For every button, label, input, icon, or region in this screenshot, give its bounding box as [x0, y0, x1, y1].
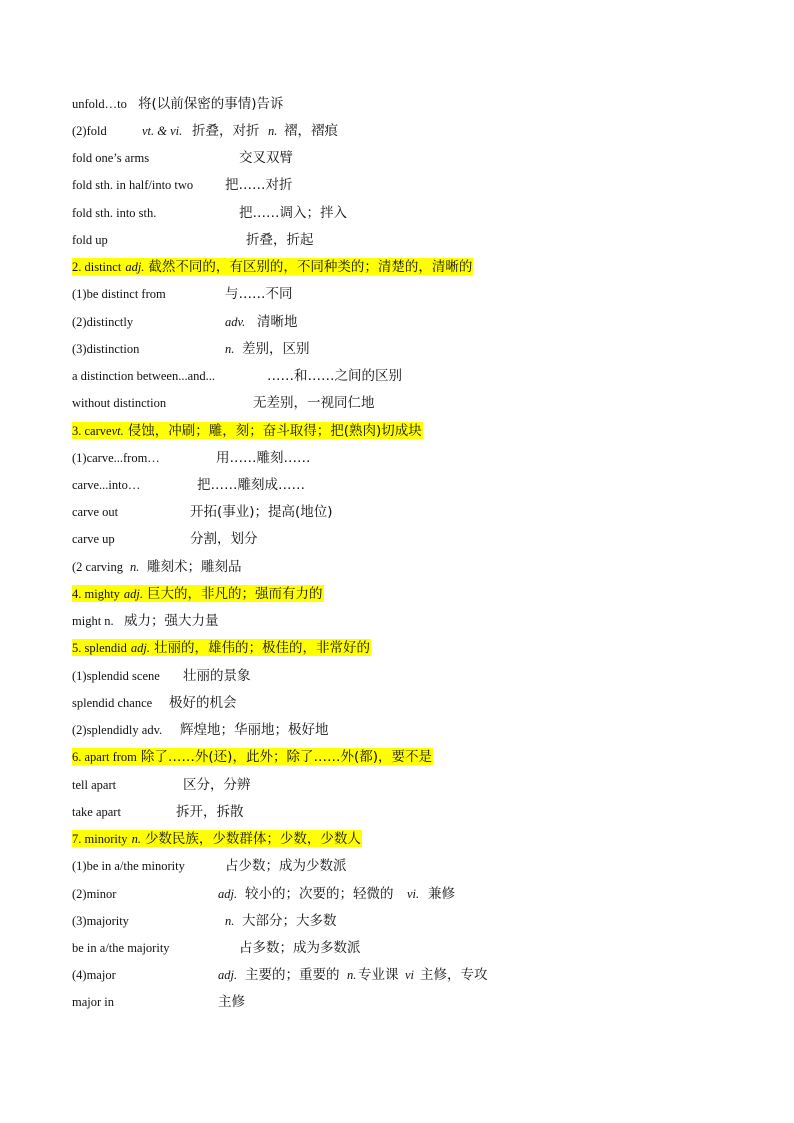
meaning: ……和……之间的区别 — [267, 368, 402, 384]
phrase: unfold…to — [72, 97, 127, 111]
meaning: 兼修 — [428, 886, 455, 902]
highlight — [72, 830, 362, 847]
meaning: 折叠，折起 — [246, 232, 314, 248]
meaning: 壮丽的景象 — [183, 668, 251, 684]
meaning: 分割，划分 — [190, 531, 258, 547]
meaning: 截然不同的，有区别的，不同种类的；清楚的，清晰的 — [148, 259, 473, 275]
phrase: without distinction — [72, 396, 167, 410]
meaning: 极好的机会 — [169, 695, 237, 711]
phrase: fold one’s arms — [72, 151, 150, 165]
part-of-speech: vi — [405, 968, 415, 982]
part-of-speech: n. — [131, 832, 141, 846]
phrase: (2)distinctly — [72, 315, 134, 329]
headword: 5. splendid — [72, 641, 127, 655]
part-of-speech: adj. — [123, 587, 144, 601]
phrase: (2)minor — [72, 887, 117, 901]
part-of-speech: n. — [130, 560, 140, 574]
meaning: 壮丽的，雄伟的；极佳的，非常好的 — [153, 640, 370, 656]
highlight — [72, 748, 433, 765]
meaning: 占少数；成为少数派 — [225, 858, 347, 874]
part-of-speech: n. — [268, 124, 278, 138]
part-of-speech: adj. — [125, 260, 145, 274]
highlight — [72, 585, 324, 602]
phrase: fold sth. into sth. — [72, 206, 157, 220]
meaning: 主要的；重要的 — [245, 967, 340, 983]
phrase: fold up — [72, 233, 108, 247]
meaning: 大部分；大多数 — [242, 913, 337, 929]
phrase: fold sth. in half/into two — [72, 178, 194, 192]
meaning: 少数民族，少数群体；少数，少数人 — [144, 831, 361, 847]
headword: 6. apart from — [72, 750, 137, 764]
meaning: 开拓(事业)；提高(地位) — [190, 504, 333, 520]
headword: 7. minority — [72, 832, 128, 846]
phrase: be in a/the majority — [72, 941, 170, 955]
part-of-speech: vi. — [407, 887, 420, 901]
meaning: 拆开，拆散 — [176, 804, 244, 820]
meaning: 无差别，一视同仁地 — [253, 395, 375, 411]
meaning: 把……调入；拌入 — [239, 205, 347, 221]
part-of-speech: n. — [225, 914, 235, 928]
vocab-heading — [72, 638, 371, 658]
phrase: carve up — [72, 532, 115, 546]
meaning: 主修，专攻 — [420, 967, 488, 983]
part-of-speech: n. — [347, 968, 357, 982]
phrase: (4)major — [72, 968, 116, 982]
phrase: carve out — [72, 505, 119, 519]
phrase: (1)splendid scene — [72, 669, 160, 683]
meaning: 较小的；次要的；轻微的 — [245, 886, 394, 902]
phrase: might n. — [72, 614, 114, 628]
phrase: a distinction between...and... — [72, 369, 216, 383]
headword: 3. carve — [72, 424, 112, 438]
part-of-speech: adj. — [130, 641, 150, 655]
phrase: (3)distinction — [72, 342, 140, 356]
headword: 2. distinct — [72, 260, 122, 274]
vocab-heading — [72, 584, 324, 604]
vocab-heading — [72, 829, 362, 849]
highlight — [72, 258, 473, 275]
meaning: 把……对折 — [225, 177, 293, 193]
part-of-speech: adj. — [218, 887, 238, 901]
phrase: splendid chance — [72, 696, 153, 710]
vocab-heading — [72, 257, 473, 277]
phrase: (3)majority — [72, 914, 129, 928]
meaning: 把……雕刻成…… — [197, 477, 305, 493]
phrase: (1)be in a/the minority — [72, 859, 185, 873]
headword: 4. mighty — [72, 587, 120, 601]
meaning: 威力；强大力量 — [124, 613, 219, 629]
phrase: (2)fold — [72, 124, 107, 138]
part-of-speech: adj. — [218, 968, 238, 982]
phrase: tell apart — [72, 778, 117, 792]
highlight — [72, 639, 371, 656]
meaning: 占多数；成为多数派 — [239, 940, 361, 956]
vocab-heading — [72, 421, 423, 441]
phrase: (2)splendidly adv. — [72, 723, 163, 737]
meaning: 清晰地 — [257, 314, 298, 330]
phrase: (2 carving — [72, 560, 124, 574]
meaning: 用……雕刻…… — [216, 450, 311, 466]
meaning: 巨大的，非凡的；强而有力的 — [147, 586, 323, 602]
phrase: take apart — [72, 805, 121, 819]
phrase: carve...into… — [72, 478, 141, 492]
meaning: 雕刻术；雕刻品 — [147, 559, 242, 575]
meaning: 差别，区别 — [242, 341, 310, 357]
meaning: 交叉双臂 — [239, 150, 293, 166]
part-of-speech: vt. & vi. — [142, 124, 183, 138]
meaning: 与……不同 — [225, 286, 293, 302]
highlight — [72, 422, 423, 439]
phrase: major in — [72, 995, 115, 1009]
vocab-heading — [72, 747, 433, 767]
meaning: 辉煌地；华丽地；极好地 — [180, 722, 329, 738]
meaning: 将(以前保密的事情)告诉 — [138, 96, 284, 112]
meaning: 专业课 — [358, 967, 399, 983]
meaning: 侵蚀，冲刷；雕，刻；奋斗取得；把(熟肉)切成块 — [127, 423, 422, 439]
meaning: 主修 — [218, 994, 245, 1010]
meaning: 区分，分辨 — [183, 777, 251, 793]
meaning: 折叠，对折 — [192, 123, 260, 139]
part-of-speech: vt. — [111, 424, 124, 438]
phrase: (1)be distinct from — [72, 287, 166, 301]
phrase: (1)carve...from… — [72, 451, 160, 465]
part-of-speech: n. — [225, 342, 235, 356]
meaning: 除了……外(还)，此外；除了……外(都)，要不是 — [140, 749, 432, 765]
part-of-speech: adv. — [225, 315, 246, 329]
meaning: 褶，褶痕 — [284, 123, 338, 139]
